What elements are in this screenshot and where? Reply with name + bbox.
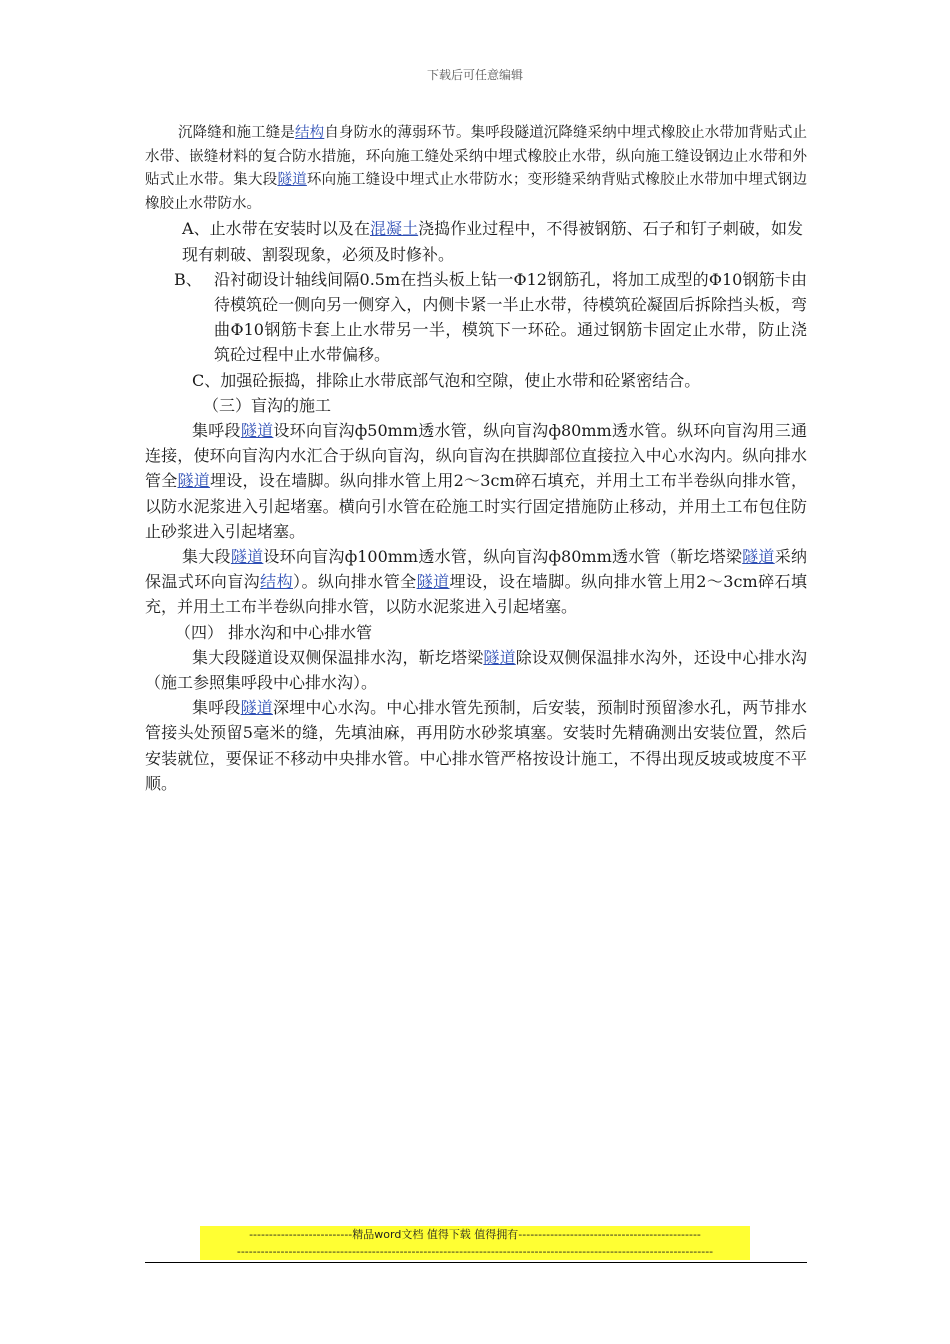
link-tunnel[interactable]: 隧道: [742, 547, 775, 567]
link-tunnel[interactable]: 隧道: [240, 698, 273, 718]
link-tunnel[interactable]: 隧道: [483, 647, 516, 667]
link-tunnel[interactable]: 隧道: [277, 172, 307, 189]
footer-banner-line2: ------------------------------------------------------------------------------------------------------------------------: [236, 1245, 714, 1258]
paragraph-joints: 沉降缝和施工缝是结构自身防水的薄弱环节。集呼段隧道沉降缝采纳中埋式橡胶止水带加背贴式止水带、嵌缝材料的复合防水措施，环向施工缝处采纳中埋式橡胶止水带，纵向施工缝设钢边止水带和外贴式止水带。集大段隧道环向施工缝设中埋式止水带防水；变形缝采纳背贴式橡胶止水带加中埋式钢边橡胶止水带防水。: [145, 125, 808, 212]
footer-banner-line1: --------------------------精品word文档 值得下载 值得拥有----------------------------------------------: [249, 1228, 701, 1241]
link-tunnel[interactable]: 隧道: [230, 547, 264, 567]
paragraph-drainage-1: 集大段隧道设双侧保温排水沟，靳圪塔梁隧道除设双侧保温排水沟外，还设中心排水沟（施工参照集呼段中心排水沟）。: [145, 647, 807, 693]
section-heading-3: （三）盲沟的施工: [203, 395, 332, 415]
item-b-label: B、: [174, 269, 202, 289]
footer-rule: [145, 1262, 807, 1263]
item-b: B、 沿衬砌设计轴线间隔0.5m在挡头板上钻一Φ12钢筋孔，将加工成型的Φ10钢筋卡由待模筑砼一侧向另一侧穿入，内侧卡紧一半止水带，待模筑砼凝固后拆除挡头板，弯曲Φ10钢筋卡套上止水带另一半，模筑下一环砼。通过钢筋卡固定止水带，防止浇筑砼过程中止水带偏移。: [145, 267, 807, 368]
document-body: [145, 122, 807, 796]
link-tunnel[interactable]: 隧道: [177, 471, 210, 491]
footer-banner: [200, 1226, 750, 1260]
section-heading-4: （四） 排水沟和中心排水管: [175, 622, 373, 642]
item-a: A、止水带在安装时以及在混凝土浇捣作业过程中，不得被钢筋、石子和钉子刺破，如发现有刺破、割裂现象，必须及时修补。: [182, 219, 803, 264]
link-tunnel[interactable]: 隧道: [416, 572, 450, 592]
item-c: C、加强砼振捣，排除止水带底部气泡和空隙，使止水带和砼紧密结合。: [192, 370, 701, 390]
link-concrete[interactable]: 混凝土: [370, 219, 419, 239]
link-structure[interactable]: 结构: [295, 125, 325, 141]
link-structure[interactable]: 结构: [260, 572, 294, 592]
link-tunnel[interactable]: 隧道: [240, 421, 274, 440]
paragraph-blind-drain-2: 集大段隧道设环向盲沟ф100mm透水管，纵向盲沟ф80mm透水管（靳圪塔梁隧道采纳保温式环向盲沟结构）。纵向排水管全隧道埋设，设在墙脚。纵向排水管上用2～3cm碎石填充，并用土工布半卷纵向排水管，以防水泥浆进入引起堵塞。: [145, 547, 807, 617]
paragraph-blind-drain-1: 集呼段隧道设环向盲沟ф50mm透水管，纵向盲沟ф80mm透水管。纵环向盲沟用三通连接，使环向盲沟内水汇合于纵向盲沟，纵向盲沟在拱脚部位直接拉入中心水沟内。纵向排水管全隧道埋设，设在墙脚。纵向排水管上用2～3cm碎石填充，并用土工布半卷纵向排水管，以防水泥浆进入引起堵塞。横向引水管在砼施工时实行固定措施防止移动，并用土工布包住防止砂浆进入引起堵塞。: [145, 421, 807, 541]
paragraph-drainage-2: 集呼段隧道深埋中心水沟。中心排水管先预制，后安装，预制时预留渗水孔，两节排水管接头处预留5毫米的缝，先填油麻，再用防水砂浆填塞。安装时先精确测出安装位置，然后安装就位，要保证不移动中央排水管。中心排水管严格按设计施工，不得出现反坡或坡度不平顺。: [145, 698, 807, 793]
page-header: 下载后可任意编辑: [426, 68, 523, 82]
